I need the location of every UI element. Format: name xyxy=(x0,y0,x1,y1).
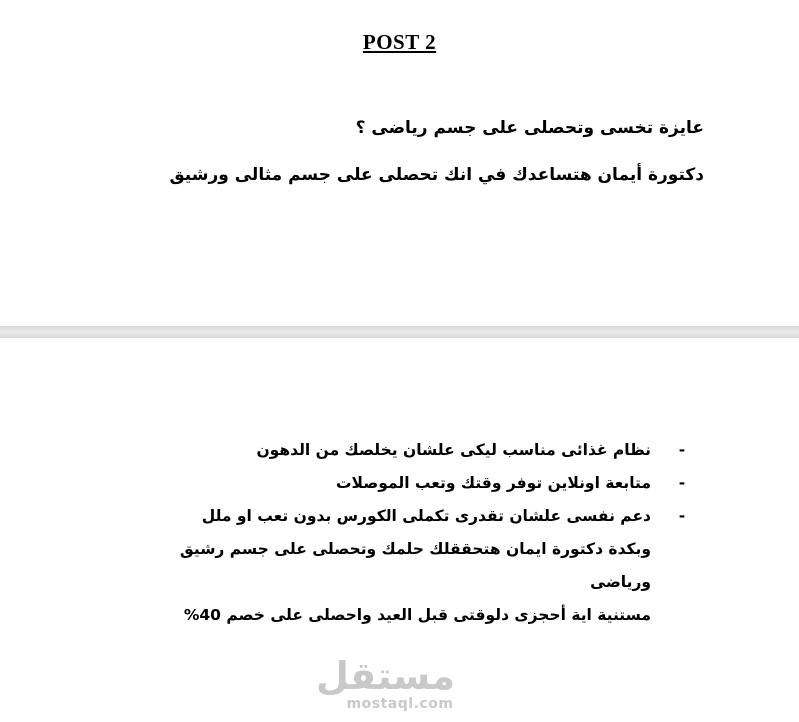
list-item xyxy=(169,500,689,632)
list-item-text: نظام غذائى مناسب ليكى علشان يخلصك من الدهون xyxy=(256,441,651,459)
continuation-line: مستنية اية أحجزى دلوقتى قبل العيد واحصلى على خصم 40% xyxy=(183,606,651,624)
list-item xyxy=(169,467,689,500)
list-item xyxy=(169,434,689,467)
watermark-latin: mostaql.com xyxy=(346,696,454,712)
document-page-1 xyxy=(0,0,799,326)
list-item-text: متابعة اونلاين توفر وقتك وتعب الموصلات xyxy=(335,474,651,492)
post-title: POST 2 xyxy=(362,30,437,54)
list-item-text: دعم نفسى علشان تقدرى تكملى الكورس بدون تعب او ملل xyxy=(201,507,651,525)
answer-line: دكتورة أيمان هتساعدك في انك تحصلى على جسم مثالى ورشيق xyxy=(169,165,704,185)
question-line: عايزة تخسى وتحصلى على جسم رياضى ؟ xyxy=(355,118,704,138)
continuation-line: وبكدة دكتورة ايمان هتحققلك حلمك وتحصلى على جسم رشيق ورياضى xyxy=(179,540,651,591)
document-page-2 xyxy=(0,338,799,722)
mostaql-watermark xyxy=(316,654,455,712)
bullet-marker: - xyxy=(678,474,686,492)
page-separator xyxy=(0,326,799,338)
bullet-marker: - xyxy=(678,441,686,459)
feature-list xyxy=(169,434,689,632)
watermark-arabic: مستقل xyxy=(316,654,455,698)
bullet-marker: - xyxy=(678,507,686,525)
